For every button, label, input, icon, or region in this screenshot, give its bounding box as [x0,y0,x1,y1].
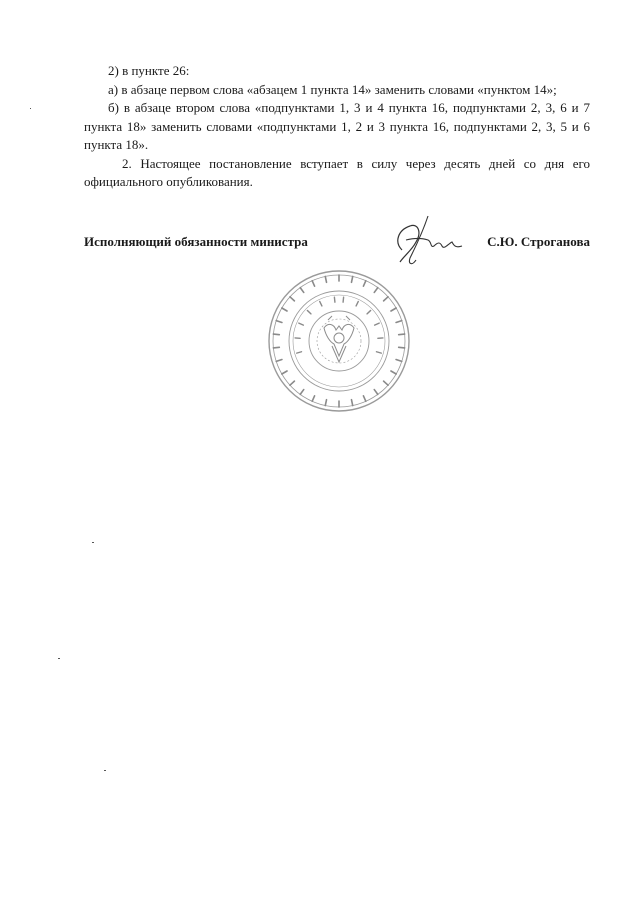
item-amendment-a: а) в абзаце первом слова «абзацем 1 пункта 14» заменить словами «пунктом 14»; [108,81,557,97]
scan-speck [58,658,60,659]
handwritten-signature [388,212,468,272]
official-seal [264,266,414,416]
scan-speck [92,542,94,543]
scan-speck [30,108,31,109]
coat-of-arms-icon [324,316,354,362]
item-amendment-2: 2) в пункте 26: [108,63,190,78]
document-body [84,62,590,192]
scan-speck [104,770,106,771]
closing-paragraph: 2. Настоящее постановление вступает в силу через десять дней со дня его официального опубликования. [84,155,590,189]
item-amendment-b: б) в абзаце втором слова «подпунктами 1, 3 и 4 пункта 16, подпунктами 2, 3, 6 и 7 пункта 18» заменить словами «подпунктами 1, 2 и 3 пункта 16, подпунктами 2, 3, 5 и 6 пункта 18». [84,100,590,152]
signatory-name: С.Ю. Строганова [487,234,590,249]
signatory-position: Исполняющий обязанности министра [84,234,308,249]
